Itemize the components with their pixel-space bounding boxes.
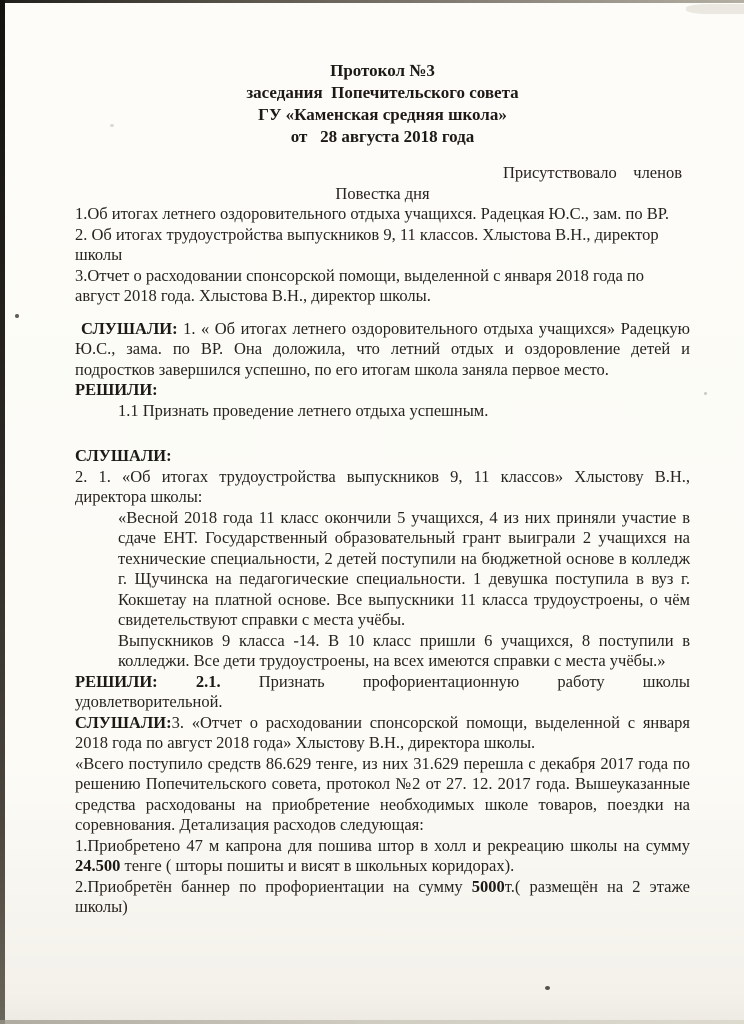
section3-heard-text: 3. «Отчет о расходовании спонсорской помощи, выделенной с января 2018 года по август 2018 года» Хлыстову В.Н., директора школы. [75, 712, 690, 752]
section2-resolved-paragraph [75, 672, 690, 713]
document-title [75, 60, 690, 148]
scan-artifact-dot [704, 392, 707, 395]
section2-heard-label: СЛУШАЛИ: [75, 446, 172, 465]
agenda-heading: Повестка дня [335, 183, 430, 203]
scan-edge-left [0, 0, 5, 1024]
expense2-amount: 5000 [471, 876, 505, 896]
expense1-text-tail: тенге ( шторы пошиты и висят в школьных коридорах). [120, 856, 515, 875]
scan-edge-bottom [0, 1020, 744, 1024]
section3-heard-paragraph [75, 713, 690, 754]
scan-smudge [686, 4, 744, 14]
agenda-item-3: 3.Отчет о расходовании спонсорской помощи, выделенной с января 2018 года по август 2018 года. Хлыстова В.Н., директор школы. [75, 265, 645, 305]
section1-heard-paragraph [75, 319, 690, 381]
attendance-line: Присутствовало членов [503, 163, 682, 182]
section1-heard-label: СЛУШАЛИ: [81, 318, 178, 338]
section2-resolved-text: Признать профориентационную работу школы удовлетворительной. [75, 671, 691, 711]
agenda-item-2: 2. Об итогах трудоустройства выпускников 9, 11 классов. Хлыстова В.Н., директор школы [75, 224, 659, 264]
section3-report-intro: «Всего поступило средств 86.629 тенге, из них 31.629 перешла с декабря 2017 года по решению Попечительского совета, протокол №2 от 27. 12. 2017 года. Вышеуказанные средства расходованы на приобретение необходимых школе товаров, поездки на соревнования. Детализация расходов следующая: [75, 753, 690, 834]
section3-expense-item-1 [75, 836, 690, 877]
section2-heard-label-line [75, 446, 690, 467]
section3-heard-label: СЛУШАЛИ: [75, 712, 172, 732]
title-line-date: от 28 августа 2018 года [290, 127, 475, 146]
resolved-label: РЕШИЛИ: [75, 380, 158, 399]
section2-resolved-number: 2.1. [157, 671, 259, 691]
section3-expense-item-2 [75, 877, 690, 918]
section1-resolved-item: 1.1 Признать проведение летнего отдыха успешным. [118, 400, 489, 420]
expense1-text: 1.Приобретено 47 м капрона для пошива штор в холл и рекреацию школы на сумму [75, 835, 690, 855]
expense1-amount: 24.500 [75, 856, 121, 875]
scan-edge-top [0, 0, 744, 3]
title-line-school: ГУ «Каменская средняя школа» [258, 105, 507, 124]
expense2-text-tail: т.( размещён на 2 этаже школы) [75, 876, 690, 916]
title-line-meeting: заседания Попечительского совета [246, 83, 519, 102]
scan-artifact-dot [15, 314, 19, 318]
section2-resolved-label: РЕШИЛИ: [75, 671, 158, 691]
scan-artifact-dot [545, 986, 550, 990]
title-line-protocol: Протокол №3 [330, 61, 435, 80]
section1-heard-text: 1. « Об итогах летнего оздоровительного отдыха учащихся» Радецкую Ю.С., зама. по ВР. Она доложила, что летний отдых и оздоровление детей и подростков завершился успешно, по его итогам школа заняла первое место. [75, 318, 690, 379]
section2-quote-paragraph-1: «Весной 2018 года 11 класс окончили 5 учащихся, 4 из них приняли участие в сдаче ЕНТ. Государственный образовательный грант выиграли 2 учащихся на технические специальности, 2 детей поступили на бюджетной основе в колледж г. Щучинска на педагогические специальности. 1 девушка поступила в вуз г. Кокшетау на платной основе. Все выпускники 11 класса трудоустроены, о чём свидетельствуют справки с места учёбы. [118, 507, 690, 629]
document-content [75, 60, 690, 918]
expense2-text: 2.Приобретён баннер по профориентации на сумму [75, 876, 472, 896]
section2-heard-text: 2. 1. «Об итогах трудоустройства выпускников 9, 11 классов» Хлыстову В.Н., директора школы: [75, 466, 690, 506]
section2-quote-paragraph-2: Выпускников 9 класса -14. В 10 класс пришли 6 учащихся, 8 поступили в колледжи. Все дети трудоустроены, на всех имеются справки с места учёбы.» [118, 630, 690, 670]
section1-resolved-label [75, 380, 690, 401]
agenda-item-1: 1.Об итогах летнего оздоровительного отдыха учащихся. Радецкая Ю.С., зам. по ВР. [75, 204, 669, 223]
